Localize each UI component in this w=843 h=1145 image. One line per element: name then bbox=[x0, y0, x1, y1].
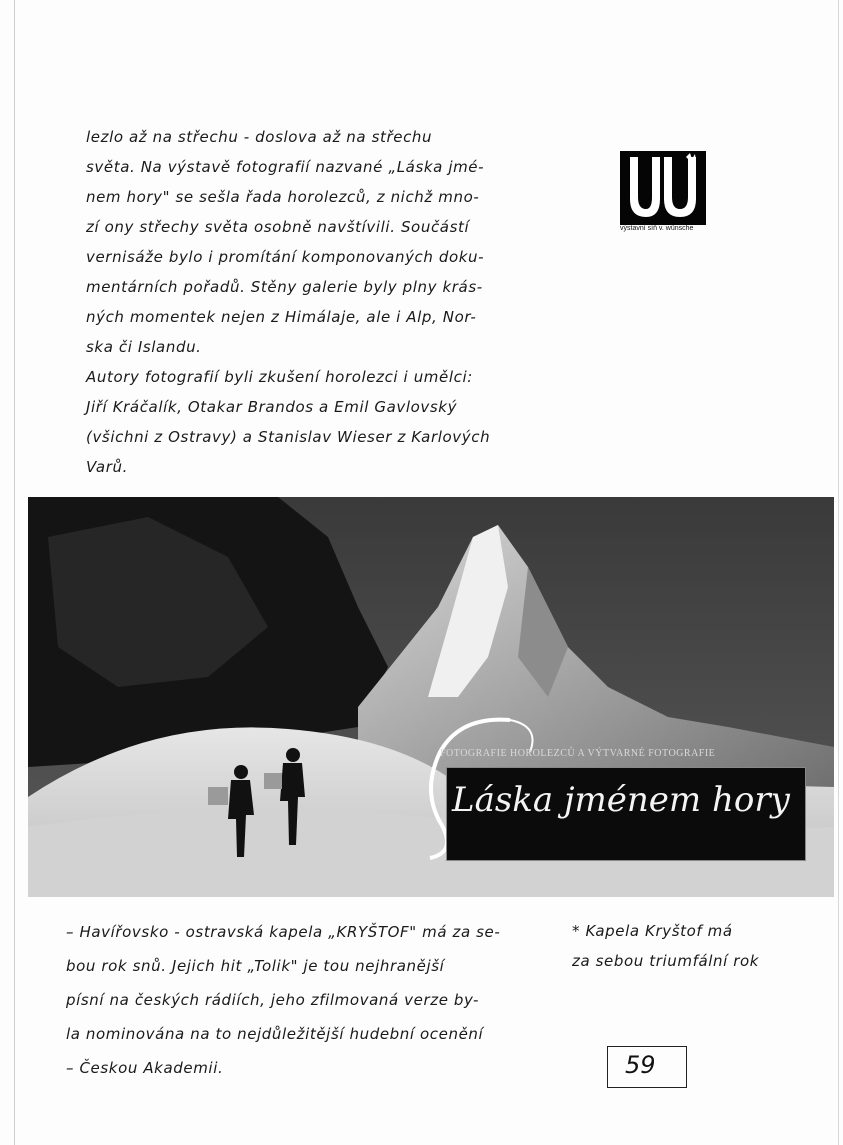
handwritten-line: písní na českých rádiích, jeho zfilmovaná verze by- bbox=[66, 991, 479, 1009]
handwritten-line: Autory fotografií byli zkušení horolezci i umělci: bbox=[86, 368, 473, 386]
scan-edge-right bbox=[838, 0, 839, 1145]
handwritten-side-note bbox=[572, 916, 759, 976]
handwritten-line: lezlo až na střechu - doslova až na střechu bbox=[86, 128, 433, 146]
handwritten-line: (všichni z Ostravy) a Stanislav Wieser z Karlových bbox=[86, 428, 491, 446]
scan-edge-left bbox=[14, 0, 15, 1145]
handwritten-paragraph-bottom bbox=[66, 915, 500, 1085]
handwritten-line: za sebou triumfální rok bbox=[572, 952, 760, 970]
handwritten-line: vernisáže bylo i promítání komponovaných doku- bbox=[86, 248, 485, 266]
photo-title: Láska jménem hory bbox=[452, 780, 790, 820]
handwritten-line: ska či Islandu. bbox=[86, 338, 202, 356]
page-number: 59 bbox=[625, 1051, 656, 1079]
photo-subtitle: FOTOGRAFIE HOROLEZCŮ A VÝTVARNÉ FOTOGRAFIE bbox=[440, 748, 716, 759]
handwritten-line: nem hory" se sešla řada horolezců, z nichž mno- bbox=[86, 188, 480, 206]
handwritten-line: – Českou Akademii. bbox=[66, 1059, 224, 1077]
handwritten-line: bou rok snů. Jejich hit „Tolik" je tou nejhranější bbox=[66, 957, 445, 975]
logo-uu-icon bbox=[620, 151, 706, 225]
logo-mark bbox=[620, 151, 706, 225]
handwritten-line: – Havířovsko - ostravská kapela „KRYŠTOF" má za se- bbox=[66, 923, 501, 941]
handwritten-line: Varů. bbox=[86, 458, 128, 476]
handwritten-line: mentárních pořadů. Stěny galerie byly plny krás- bbox=[86, 278, 483, 296]
handwritten-line: Jiří Kráčalík, Otakar Brandos a Emil Gavlovský bbox=[86, 398, 458, 416]
handwritten-line: la nominována na to nejdůležitější hudební ocenění bbox=[66, 1025, 484, 1043]
gallery-logo bbox=[620, 151, 708, 235]
logo-caption: výstavní síň v. wünsche bbox=[620, 225, 694, 232]
handwritten-line: ných momentek nejen z Himálaje, ale i Alp, Nor- bbox=[86, 308, 477, 326]
handwritten-line: zí ony střechy světa osobně navštívili. Součástí bbox=[86, 218, 470, 236]
handwritten-line: světa. Na výstavě fotografií nazvané „Láska jmé- bbox=[86, 158, 485, 176]
handwritten-paragraph-top bbox=[86, 122, 490, 482]
handwritten-line: * Kapela Kryštof má bbox=[572, 922, 733, 940]
